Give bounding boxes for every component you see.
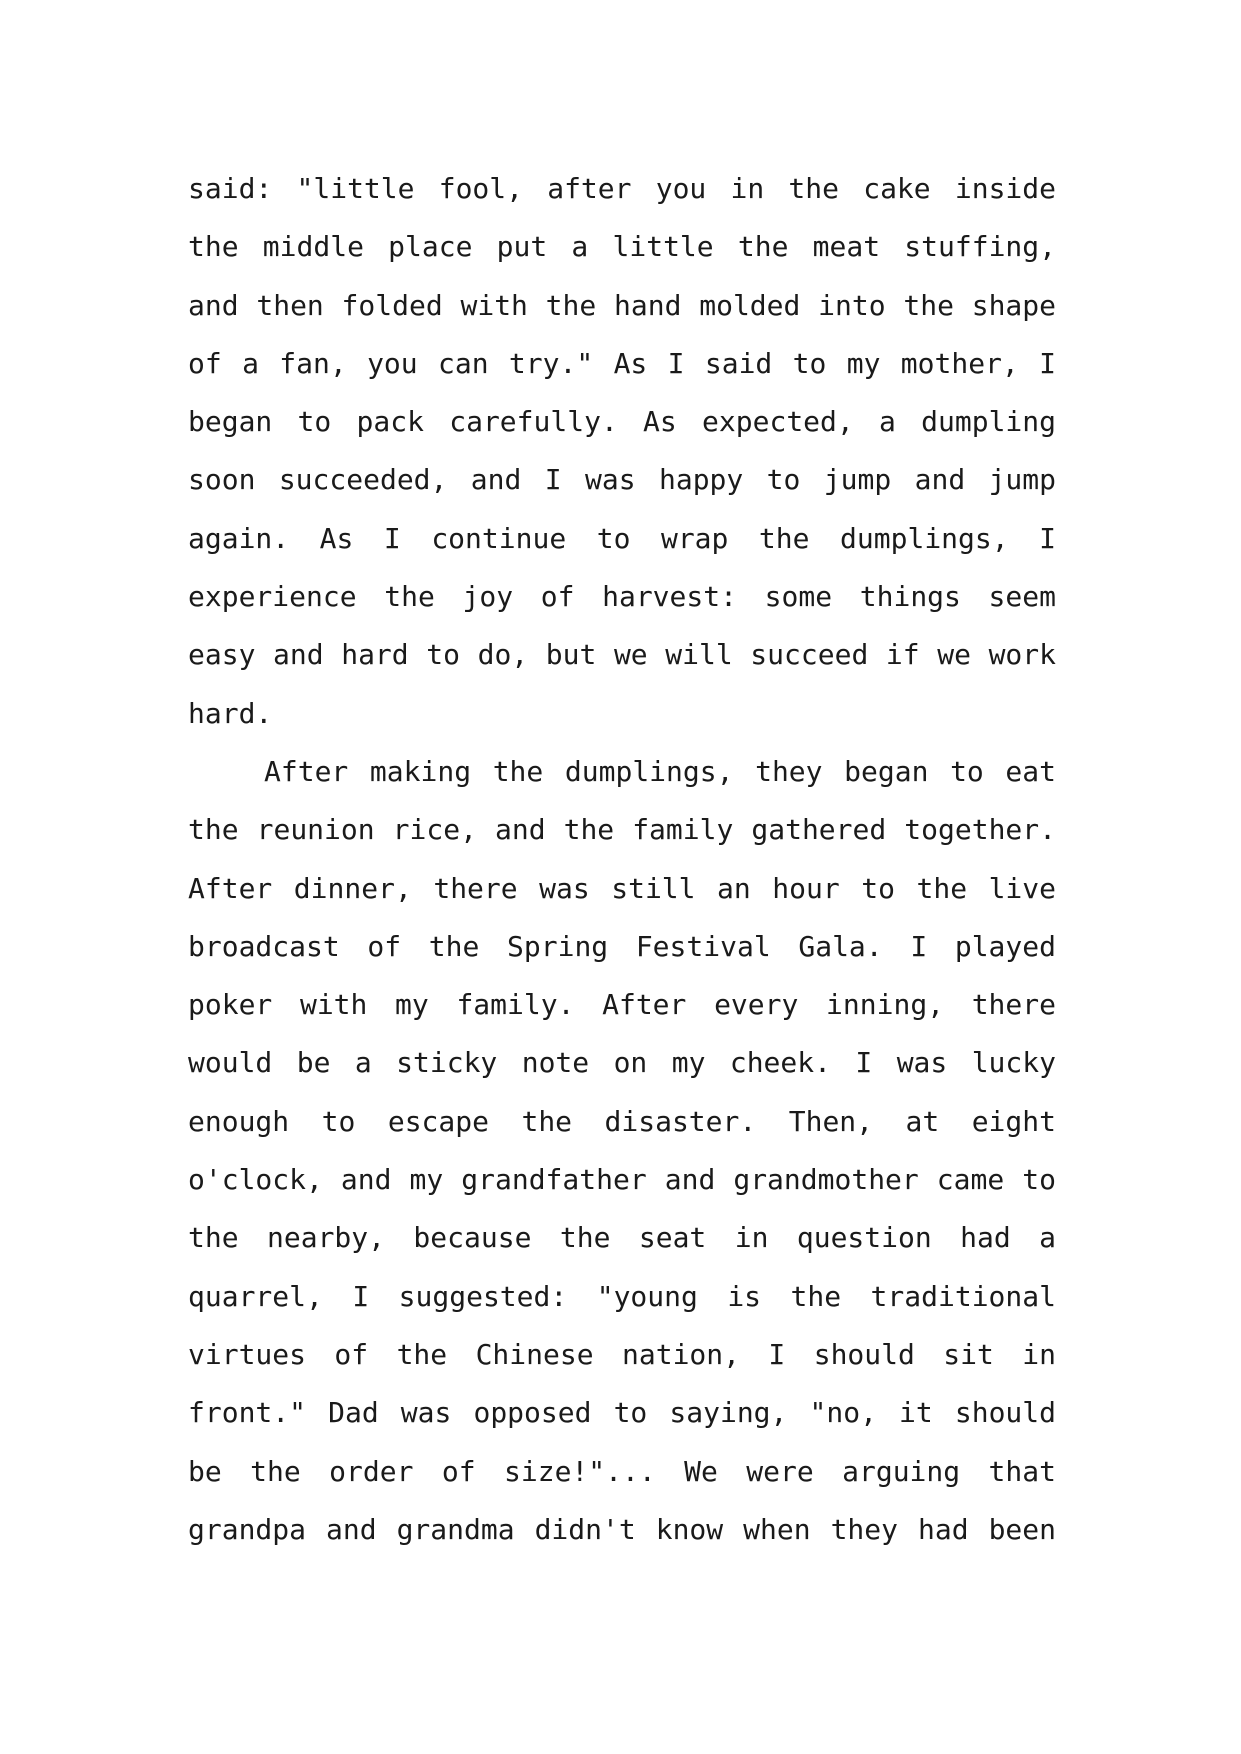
text-line: the nearby, because the seat in question had a (188, 1221, 1056, 1255)
text-line: poker with my family. After every inning, there (188, 988, 1056, 1022)
text-line: of a fan, you can try." As I said to my mother, I (188, 346, 1056, 380)
text-line: After dinner, there was still an hour to the live (188, 871, 1056, 905)
text-line: easy and hard to do, but we will succeed if we work (188, 638, 1056, 672)
text-line: grandpa and grandma didn't know when they had been (188, 1512, 1056, 1546)
text-line: the reunion rice, and the family gathered together. (188, 813, 1056, 847)
text-line: front." Dad was opposed to saying, "no, it should (188, 1396, 1056, 1430)
text-line: o'clock, and my grandfather and grandmother came to (188, 1163, 1056, 1197)
text-line: experience the joy of harvest: some things seem (188, 580, 1056, 614)
text-line: hard. (188, 696, 273, 730)
text-line: quarrel, I suggested: "young is the traditional (188, 1279, 1056, 1313)
text-line: said: "little fool, after you in the cake inside (188, 172, 1056, 205)
text-line: would be a sticky note on my cheek. I was lucky (188, 1046, 1056, 1080)
text-line: began to pack carefully. As expected, a dumpling (188, 405, 1056, 439)
text-line: virtues of the Chinese nation, I should sit in (188, 1337, 1056, 1371)
text-line: enough to escape the disaster. Then, at eight (188, 1104, 1056, 1138)
text-line: the middle place put a little the meat stuffing, (188, 230, 1056, 264)
text-line: again. As I continue to wrap the dumplings, I (188, 521, 1056, 555)
paragraph-first-line: After making the dumplings, they began to eat (264, 754, 1056, 788)
text-line: be the order of size!"... We were arguing that (188, 1454, 1056, 1488)
text-line: and then folded with the hand molded into the shape (188, 288, 1056, 322)
body-text (188, 160, 1056, 1559)
text-line: soon succeeded, and I was happy to jump and jump (188, 463, 1056, 497)
text-line: broadcast of the Spring Festival Gala. I played (188, 929, 1056, 963)
